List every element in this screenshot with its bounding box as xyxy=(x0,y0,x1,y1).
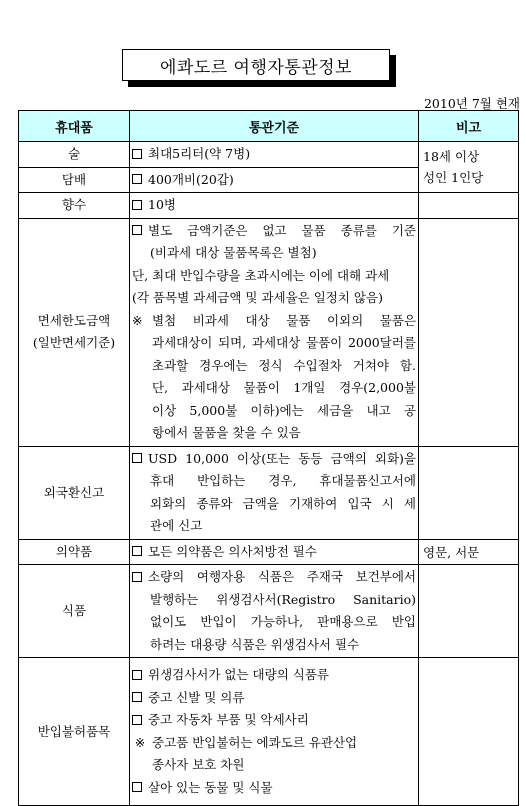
header-criteria: 통관기준 xyxy=(130,111,419,142)
criteria-line xyxy=(132,493,416,516)
criteria-line xyxy=(132,566,416,589)
criteria-line xyxy=(132,664,416,687)
square-bullet-icon xyxy=(132,670,142,680)
criteria-text: USD 10,000 이상(또는 동등 금액의 외화)을 xyxy=(148,450,416,466)
criteria-text: 별도 금액기준은 없고 물품 종류를 기준 xyxy=(148,222,416,238)
square-bullet-icon xyxy=(132,225,142,235)
square-bullet-icon xyxy=(132,149,142,159)
item-cell xyxy=(19,142,130,168)
criteria-line xyxy=(132,777,416,800)
row-duty-free xyxy=(19,218,519,446)
note-age xyxy=(419,142,519,193)
square-bullet-icon xyxy=(132,692,142,702)
criteria-text: 없이도 반입이 가능하나, 판매용으로 반입 xyxy=(150,614,416,629)
criteria-text: 초과할 경우에는 정식 수입절차 거쳐야 함. xyxy=(152,357,416,373)
criteria-line xyxy=(132,377,416,400)
criteria-text: 중고 자동차 부품 및 악세사리 xyxy=(148,712,309,727)
square-bullet-icon xyxy=(132,174,142,184)
criteria-text: 과세대상이 되며, 과세대상 물품이 2000달러를 xyxy=(152,335,416,350)
row-medicine xyxy=(19,539,519,565)
row-prohibited xyxy=(19,658,519,806)
row-perfume xyxy=(19,193,519,219)
criteria-line xyxy=(132,589,416,612)
criteria-text: 항에서 물품을 찾을 수 있음 xyxy=(152,425,301,440)
reference-mark: ※ xyxy=(132,312,143,328)
criteria-line xyxy=(132,732,416,755)
criteria-line xyxy=(132,634,416,657)
note-empty xyxy=(419,658,519,806)
item-label: 면세한도금액 xyxy=(37,313,111,328)
criteria-text: 외화의 종류와 금액을 기재하여 입국 시 세 xyxy=(150,495,416,511)
item-label: (일반면세기준) xyxy=(32,335,116,350)
page-title-text: 에콰도르 여행자통관정보 xyxy=(159,57,353,78)
criteria-text: 최대5리터(약 7병) xyxy=(148,146,251,161)
criteria-text: 중고품 반입불허는 에콰도르 유관산업 xyxy=(152,734,358,750)
item-cell xyxy=(19,446,130,539)
as-of-date: 2010년 7월 현재 xyxy=(423,96,520,111)
criteria-line xyxy=(132,143,416,166)
note-line: 18세 이상 xyxy=(423,149,480,164)
criteria-line xyxy=(132,310,416,333)
reference-mark: ※ xyxy=(134,734,146,750)
criteria-cell xyxy=(130,167,419,193)
item-cell xyxy=(19,218,130,446)
item-label: 담배 xyxy=(61,171,87,187)
criteria-line xyxy=(132,448,416,471)
note-empty xyxy=(419,565,519,658)
criteria-text: (비과세 대상 물품목록은 별첨) xyxy=(150,245,317,260)
criteria-text: 중고 신발 및 의류 xyxy=(148,689,245,705)
criteria-text: 살아 있는 동물 및 식물 xyxy=(148,779,273,795)
criteria-text: 10병 xyxy=(148,197,176,212)
criteria-text: 단, 최대 반입수량을 초과시에는 이에 대해 과세 xyxy=(132,267,390,283)
customs-table xyxy=(18,110,519,806)
row-food xyxy=(19,565,519,658)
square-bullet-icon xyxy=(132,546,142,556)
criteria-line xyxy=(132,242,416,265)
criteria-text: 관에 신고 xyxy=(150,518,203,533)
note-line: 성인 1인당 xyxy=(423,170,484,185)
item-label: 향수 xyxy=(61,197,87,213)
criteria-line xyxy=(132,541,416,564)
note-medicine: 영문, 서문 xyxy=(419,539,519,565)
criteria-line xyxy=(132,265,416,288)
criteria-cell xyxy=(130,658,419,806)
criteria-cell xyxy=(130,539,419,565)
header-row xyxy=(19,111,519,142)
criteria-cell xyxy=(130,565,419,658)
square-bullet-icon xyxy=(132,782,142,792)
criteria-line xyxy=(132,332,416,355)
item-cell xyxy=(19,167,130,193)
note-empty xyxy=(419,446,519,539)
criteria-line xyxy=(132,355,416,378)
item-label: 식품 xyxy=(61,603,87,618)
criteria-line xyxy=(132,754,416,777)
note-empty xyxy=(419,193,519,219)
criteria-text: 종사자 보호 차원 xyxy=(152,757,245,772)
item-label: 술 xyxy=(67,146,81,162)
criteria-cell xyxy=(130,193,419,219)
item-cell xyxy=(19,565,130,658)
square-bullet-icon xyxy=(132,453,142,463)
criteria-line xyxy=(132,400,416,423)
header-item: 휴대품 xyxy=(19,111,130,142)
criteria-text: (각 품목별 과세금액 및 과세율은 일정치 않음) xyxy=(132,290,383,305)
note-empty xyxy=(419,218,519,446)
item-label: 의약품 xyxy=(55,543,93,559)
item-label: 반입불허품목 xyxy=(37,723,111,739)
criteria-line xyxy=(132,515,416,538)
criteria-text: 별첨 비과세 대상 물품 이외의 물품은 xyxy=(152,312,416,328)
criteria-line xyxy=(132,287,416,310)
item-label: 외국환신고 xyxy=(43,484,105,500)
criteria-cell xyxy=(130,446,419,539)
criteria-text: 위생검사서가 없는 대량의 식품류 xyxy=(148,667,329,682)
header-note: 비고 xyxy=(419,111,519,142)
criteria-line xyxy=(132,422,416,445)
page-title xyxy=(122,49,390,81)
square-bullet-icon xyxy=(132,200,142,210)
criteria-text: 하려는 대용량 식품은 위생검사서 필수 xyxy=(150,636,360,652)
criteria-text: 이상 5,000불 이하)에는 세금을 내고 공 xyxy=(152,402,416,418)
criteria-text: 발행하는 위생검사서(Registro Sanitario) xyxy=(150,591,416,607)
criteria-text: 소량의 여행자용 식품은 주재국 보건부에서 xyxy=(148,569,416,584)
square-bullet-icon xyxy=(132,572,142,582)
criteria-line xyxy=(132,169,416,192)
criteria-line xyxy=(132,470,416,493)
criteria-text: 400개비(20갑) xyxy=(148,171,234,187)
criteria-line xyxy=(132,194,416,217)
criteria-line xyxy=(132,687,416,710)
criteria-text: 휴대 반입하는 경우, 휴대물품신고서에 xyxy=(150,473,416,488)
criteria-text: 단, 과세대상 물품이 1개일 경우(2,000불 xyxy=(152,380,416,395)
criteria-line xyxy=(132,220,416,243)
criteria-text: 모든 의약품은 의사처방전 필수 xyxy=(148,543,317,559)
item-cell xyxy=(19,193,130,219)
criteria-line xyxy=(132,709,416,732)
criteria-line xyxy=(132,611,416,634)
row-currency xyxy=(19,446,519,539)
square-bullet-icon xyxy=(132,715,142,725)
item-cell xyxy=(19,658,130,806)
criteria-cell xyxy=(130,142,419,168)
item-cell xyxy=(19,539,130,565)
criteria-cell xyxy=(130,218,419,446)
row-alcohol xyxy=(19,142,519,168)
